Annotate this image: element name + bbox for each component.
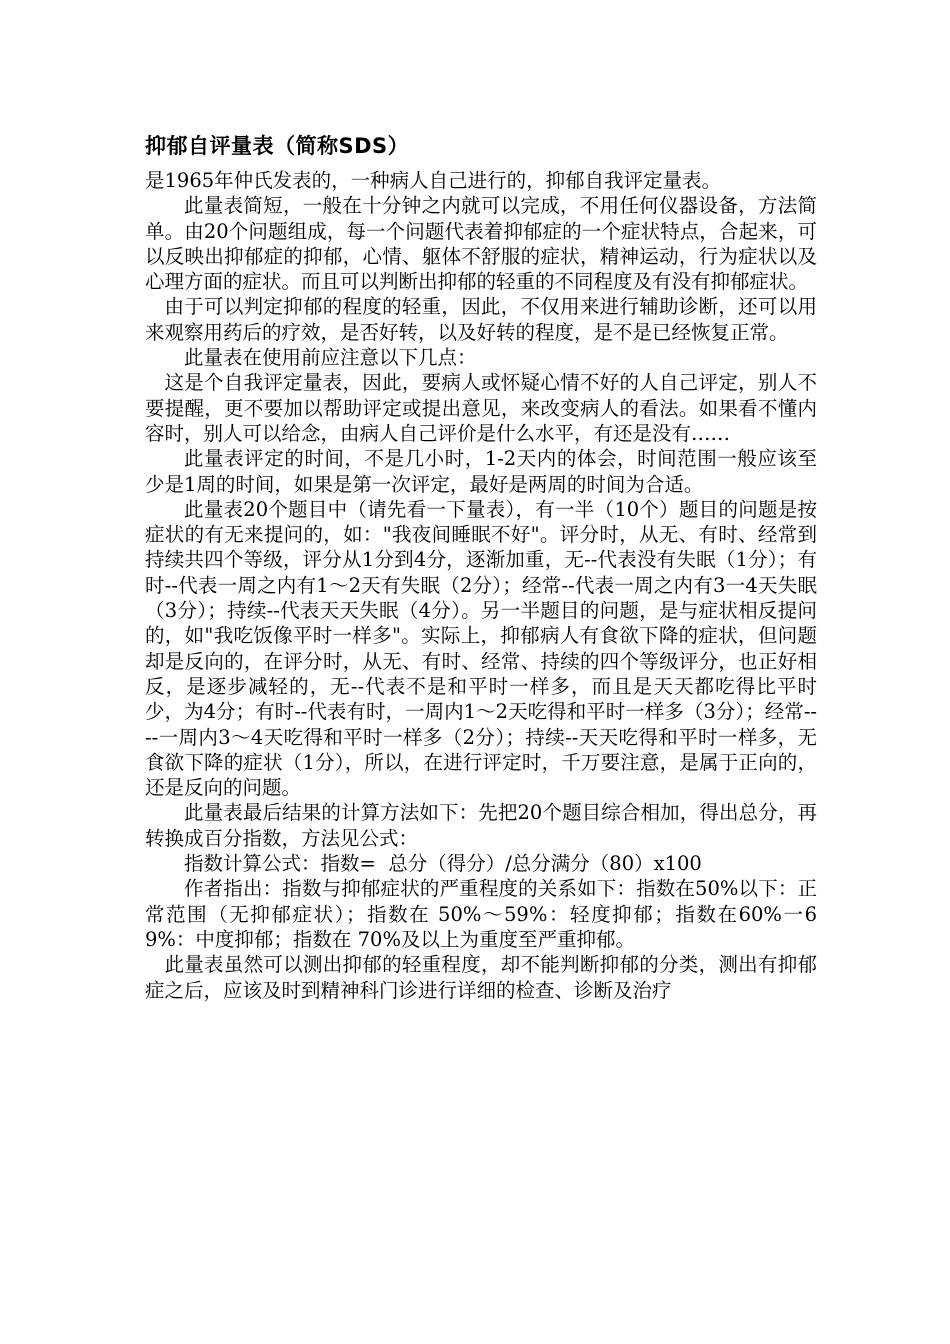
paragraph-scoring: 此量表20个题目中（请先看一下量表），有一半（10个）题目的问题是按症状的有无来提问的，如："我夜间睡眠不好"。评分时，从无、有时、经常到持续共四个等级，评分从1分到4分，逐渐加重，无--代表没有失眠（1分）；有时--代表一周之内有1～2天有失眠（2分）；经常--代表一周之内有3一4天失眠（3分）；持续--代表天天失眠（4分）。另一半题目的问题，是与症状相反提问的，如"我吃饭像平时一样多"。实际上，抑郁病人有食欲下降的症状，但问题却是反向的，在评分时，从无、有时、经常、持续的四个等级评分，也正好相反，是逐步减轻的，无--代表不是和平时一样多，而且是天天都吃得比平时少，为4分；有时--代表有时，一周内1～2天吃得和平时一样多（3分）；经常----一周内3～4天吃得和平时一样多（2分）；持续--天天吃得和平时一样多，无食欲下降的症状（1分），所以，在进行评定时，千万要注意，是属于正向的，还是反向的问题。 bbox=[145, 497, 817, 800]
document-page bbox=[145, 132, 817, 1003]
paragraph-calculation: 此量表最后结果的计算方法如下：先把20个题目综合相加，得出总分，再转换成百分指数，方法见公式： bbox=[145, 801, 817, 850]
paragraph-usage: 由于可以判定抑郁的程度的轻重，因此，不仅用来进行辅助诊断，还可以用来观察用药后的疗效，是否好转，以及好转的程度，是不是已经恢复正常。 bbox=[145, 295, 817, 344]
paragraph-description: 此量表简短，一般在十分钟之内就可以完成，不用任何仪器设备，方法简单。由20个问题组成，每一个问题代表着抑郁症的一个症状特点，合起来，可以反映出抑郁症的抑郁，心情、躯体不舒服的症状，精神运动，行为症状以及心理方面的症状。而且可以判断出抑郁的轻重的不同程度及有没有抑郁症状。 bbox=[145, 194, 817, 294]
paragraph-formula: 指数计算公式：指数= 总分（得分）/总分满分（80）x100 bbox=[184, 852, 702, 876]
paragraph-self-rating: 这是个自我评定量表，因此，要病人或怀疑心情不好的人自己评定，别人不要提醒，更不要加以帮助评定或提出意见，来改变病人的看法。如果看不懂内容时，别人可以给念，由病人自己评价是什么水平，有还是没有…… bbox=[145, 371, 817, 445]
paragraph-notes-heading: 此量表在使用前应注意以下几点： bbox=[184, 346, 477, 370]
document-title: 抑郁自评量表（简称SDS） bbox=[145, 134, 410, 158]
paragraph-time-range: 此量表评定的时间，不是几小时，1-2天内的体会，时间范围一般应该至少是1周的时间，如果是第一次评定，最好是两周的时间为合适。 bbox=[145, 447, 817, 496]
paragraph-intro: 是1965年仲氏发表的，一种病人自己进行的，抑郁自我评定量表。 bbox=[145, 169, 722, 192]
paragraph-index-severity: 作者指出：指数与抑郁症状的严重程度的关系如下：指数在50%以下：正常范围（无抑郁症状）；指数在 50%～59%：轻度抑郁；指数在60%一69%：中度抑郁；指数在 70%及以上为重度至严重抑郁。 bbox=[145, 877, 817, 951]
paragraph-limitations: 此量表虽然可以测出抑郁的轻重程度，却不能判断抑郁的分类，测出有抑郁症之后，应该及时到精神科门诊进行详细的检查、诊断及治疗 bbox=[145, 953, 817, 1002]
